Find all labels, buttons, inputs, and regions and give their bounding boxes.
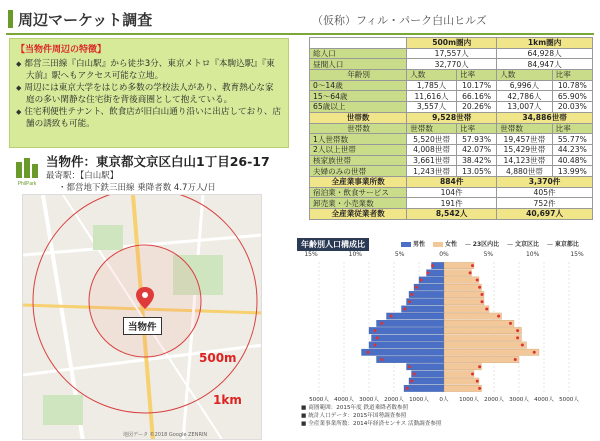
ref-marker [478,365,481,368]
table-row [310,144,593,155]
note: ■ 全産業事業所数：2014年経済センサス 活動調査参照 [301,420,442,428]
feature-item: ◆ 住宅利便性テナント、飲食店が旧白山通り沿いに出店しており、店舗の誘致も可能。 [16,106,282,130]
female-bar [444,327,522,333]
header-500m: 500m圏内 [407,38,497,49]
cell: 14,123世帯 [497,155,552,166]
cell-1km: 34,886世帯 [497,112,593,123]
cell: 40.48% [552,155,592,166]
male-bar [419,277,444,283]
header-1km: 1km圏内 [497,38,593,49]
cell: 世帯数 [407,123,457,134]
row-label: 15～64歳 [310,91,407,102]
male-bar [407,299,445,305]
row-label: 総人口 [310,48,407,59]
nearest-station: 最寄駅：【白山駅】 [46,171,119,181]
cell-500m: 8,542人 [407,209,497,220]
ref-marker [516,329,519,332]
ref-marker [516,336,519,339]
logo-text: PhilPark [17,181,37,186]
top-axis-tick: 15% [304,251,318,258]
station-ridership: ・都営地下鉄三田線 乗降者数 4.7万人/日 [58,183,216,193]
bottom-axis-tick: 1000人 [409,397,429,403]
ref-marker [380,358,383,361]
ref-marker [376,336,379,339]
female-bar [444,364,482,370]
bottom-axis-tick: 4000人 [534,397,554,403]
table-row [310,155,593,166]
cell: 人数 [407,70,457,81]
legend-male: 男性 [413,241,426,248]
legend-female: 女性 [444,241,457,248]
table-row [310,198,593,209]
ref-marker [469,271,472,274]
female-bar [444,371,474,377]
ref-marker [410,380,413,383]
row-label: 1人世帯数 [310,134,407,145]
female-bar [444,349,539,355]
table-row [310,80,593,91]
top-axis-tick: 5% [483,251,494,258]
cell: 42.07% [456,144,496,155]
ref-marker [408,365,411,368]
cell: 6,996人 [497,80,552,91]
ref-marker [481,293,484,296]
cell: 38.42% [456,155,496,166]
cell: 10.17% [456,80,496,91]
cell: 4,880世帯 [497,166,552,177]
radius-500m-label: 500m [199,351,237,365]
cell: 5,520世帯 [407,134,457,145]
cell: 人数 [497,70,552,81]
ref-marker [413,372,416,375]
cell: 42,786人 [497,91,552,102]
feature-item: ◆ 周辺には東京大学をはじめ多数の学校法人があり、教育熱心な家庭の多い閑静な住宅街を背後商圏として抱えている。 [16,82,282,106]
ref-marker [380,322,383,325]
top-axis-tick: 10% [525,251,540,258]
bottom-axis-tick: 2000人 [484,397,504,403]
cell: 10.78% [552,80,592,91]
table-row [310,187,593,198]
ref-marker [478,387,481,390]
note: ■ 商圏範囲：2015年度 鉄道乗降者数参照 [301,404,442,412]
ref-marker [420,279,423,282]
ref-marker [415,286,418,289]
cell: 66.16% [456,91,496,102]
pyramid-notes [301,404,442,428]
female-bar [444,284,482,290]
feature-item: ◆ 都営三田線『白山駅』から徒歩3分、東京メトロ『本駒込駅』『東大前』駅へもアクセス可能な立地。 [16,58,282,82]
table-row [310,48,593,59]
row-label: 世帯数 [310,123,407,134]
cell-500m: 17,557人 [407,48,497,59]
top-axis-tick: 15% [570,251,584,258]
cell: 65.90% [552,91,592,102]
cell: 13,007人 [497,102,552,113]
male-bar [414,284,444,290]
top-axis-tick: 5% [394,251,405,258]
table-row [310,59,593,70]
male-bar [372,335,445,341]
female-bar [444,335,522,341]
female-bar [444,385,482,391]
cell-1km: 405件 [497,187,593,198]
property-info [14,152,294,194]
property-callout: 当物件 [123,317,162,335]
female-bar [444,356,519,362]
bottom-axis-tick: 4000人 [334,397,354,403]
page-subtitle: （仮称）フィル・パーク白山ヒルズ [312,14,487,27]
female-bar [444,299,484,305]
ref-marker [478,286,481,289]
table-row [310,134,593,145]
female-bar [444,320,514,326]
row-label: 全産業従業者数 [310,209,407,220]
table-header-row [310,38,593,49]
table-row [310,112,593,123]
area-map[interactable] [22,194,262,440]
cell-1km: 84,947人 [497,59,593,70]
pyramid-legend: 男性 女性 — 23区内比 — 文京区比 — 東京都比 [401,239,585,248]
table-row [310,176,593,187]
cell: 4,008世帯 [407,144,457,155]
male-bar [412,371,445,377]
cell-500m: 9,528世帯 [407,112,497,123]
male-bar [369,342,444,348]
page-title: 周辺マーケット調査 [18,11,153,29]
row-label: 夫婦のみの世帯 [310,166,407,177]
features-title: 【当物件周辺の特徴】 [16,45,107,55]
cell: 13.05% [456,166,496,177]
cell: 57.93% [456,134,496,145]
ref-marker [476,380,479,383]
male-bar [387,313,445,319]
features-box [9,38,289,148]
male-bar [369,327,444,333]
bottom-axis-tick: 3000人 [359,397,379,403]
table-row [310,102,593,113]
female-bar [444,378,479,384]
cell: 20.26% [456,102,496,113]
ref-marker [497,315,500,318]
map-copyright: 地図データ ©2018 Google ZENRIN [123,432,208,438]
cell: 55.77% [552,134,592,145]
ref-marker [426,271,429,274]
female-bar [444,277,479,283]
cell: 15,429世帯 [497,144,552,155]
row-label: 宿泊業・飲食サービス [310,187,407,198]
cell: 3,557人 [407,102,457,113]
cell: 世帯数 [497,123,552,134]
table-row [310,209,593,220]
top-axis-tick: 10% [348,251,363,258]
cell: 1,785人 [407,80,457,91]
ref-marker [521,344,524,347]
features-list [16,58,282,130]
table-row [310,166,593,177]
cell-500m: 191件 [407,198,497,209]
male-bar [402,306,445,312]
header-divider [6,33,594,35]
ref-marker [374,329,377,332]
ref-marker [485,307,488,310]
male-bar [409,378,444,384]
row-label: 卸売業・小売業数 [310,198,407,209]
male-bar [409,291,444,297]
ref-marker [431,264,434,267]
row-label: 65歳以上 [310,102,407,113]
legend-23ku: 23区内比 [472,241,500,248]
row-label: 全産業事業所数 [310,176,407,187]
ref-marker [374,344,377,347]
stats-table [309,37,593,220]
male-bar [362,349,445,355]
note: ■ 統計人口データ：2015年国勢調査参照 [301,412,442,420]
ref-marker [390,315,393,318]
ref-marker [471,372,474,375]
table-row [310,123,593,134]
ref-marker [514,358,517,361]
table-row [310,70,593,81]
header-accent-bar [8,10,13,28]
ref-marker [471,264,474,267]
female-bar [444,262,474,268]
male-bar [407,364,445,370]
top-axis-tick: 0% [439,251,449,258]
legend-bunkyo: 文京区比 [515,241,540,248]
row-label: 世帯数 [310,112,407,123]
cell-500m: 884件 [407,176,497,187]
ref-marker [509,322,512,325]
ref-marker [410,293,413,296]
ref-marker [476,279,479,282]
cell: 3,661世帯 [407,155,457,166]
ref-marker [408,300,411,303]
cell-1km: 40,697人 [497,209,593,220]
female-bar [444,342,527,348]
row-label: 昼間人口 [310,59,407,70]
population-pyramid [293,232,595,440]
male-bar [404,385,444,391]
female-bar [444,270,472,276]
cell-1km: 752件 [497,198,593,209]
bottom-axis-tick: 1000人 [459,397,479,403]
female-bar [444,291,484,297]
cell-500m: 104件 [407,187,497,198]
cell: 比率 [456,123,496,134]
cell: 19,457世帯 [497,134,552,145]
female-bar [444,313,502,319]
male-bar [377,320,445,326]
row-label: 2人以上世帯 [310,144,407,155]
property-name: 当物件：東京都文京区白山1丁目26-17 [46,154,270,169]
cell: 20.03% [552,102,592,113]
cell-500m: 32,770人 [407,59,497,70]
legend-tokyo: 東京都比 [554,241,579,248]
row-label: 年齢別 [310,70,407,81]
bottom-axis-tick: 0人 [439,397,449,403]
bottom-axis-tick: 5000人 [309,397,329,403]
cell: 44.23% [552,144,592,155]
row-label: 核家族世帯 [310,155,407,166]
radius-1km-label: 1km [213,393,242,407]
female-bar [444,306,489,312]
ref-marker [481,300,484,303]
male-bar [377,356,445,362]
cell: 1,243世帯 [407,166,457,177]
cell: 比率 [552,70,592,81]
ref-marker [533,351,536,354]
row-label: 0～14歳 [310,80,407,91]
cell: 13.99% [552,166,592,177]
ref-marker [403,307,406,310]
cell: 11,616人 [407,91,457,102]
building-logo-icon [14,156,40,186]
cell-1km: 3,370件 [497,176,593,187]
pyramid-title: 年齢別人口構成比 [297,238,369,251]
cell: 比率 [552,123,592,134]
cell-1km: 64,928人 [497,48,593,59]
ref-marker [406,387,409,390]
bottom-axis-tick: 2000人 [384,397,404,403]
cell: 比率 [456,70,496,81]
bottom-axis-tick: 3000人 [509,397,529,403]
table-row [310,91,593,102]
pyramid-chart [293,232,595,404]
bottom-axis-tick: 5000人 [559,397,579,403]
ref-marker [367,351,370,354]
